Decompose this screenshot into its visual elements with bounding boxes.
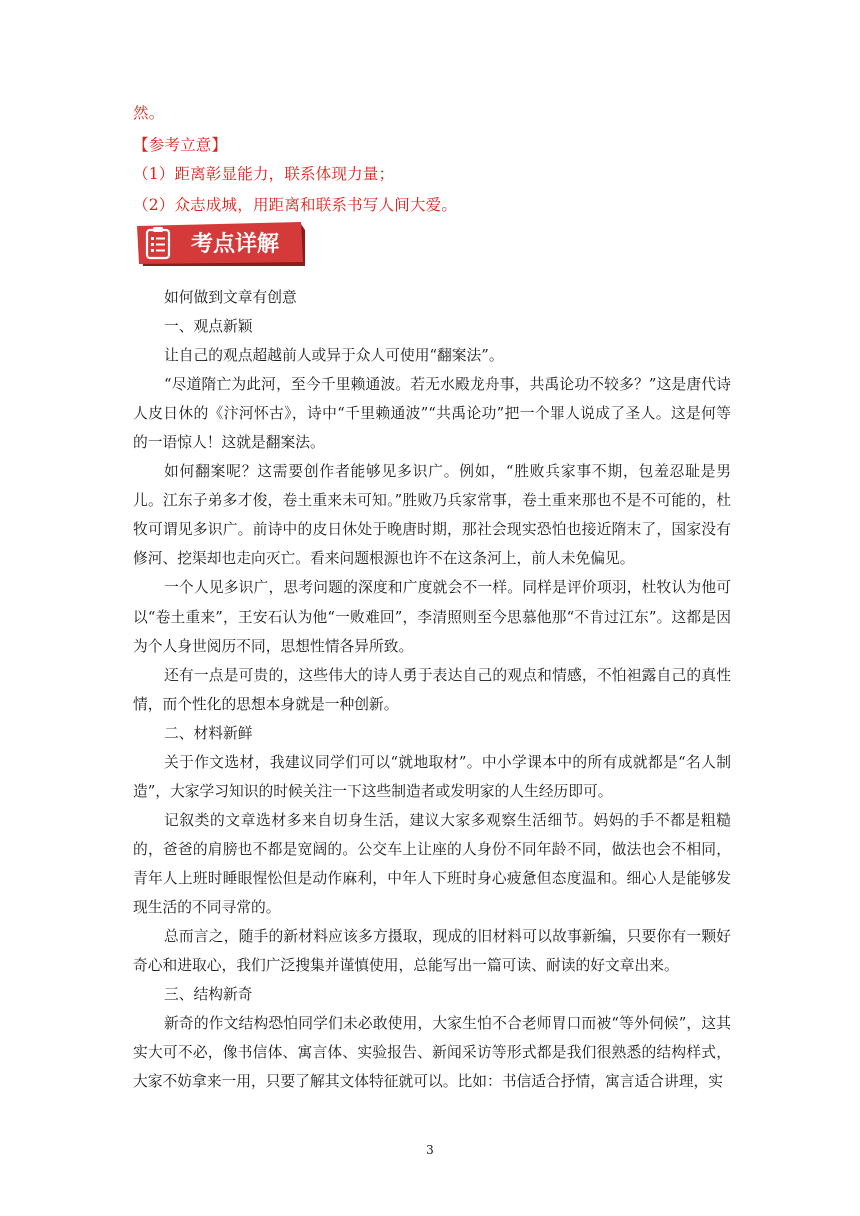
section-heading-2: 二、材料新鲜 — [164, 724, 253, 742]
reference-heading: 【参考立意】 — [133, 136, 228, 154]
paragraph: “尽道隋亡为此河，至今千里赖通波。若无水殿龙舟事，共禹论功不较多？”这是唐代诗人皮日休的《汴河怀古》，诗中“千里赖通波”“共禹论功”把一个罪人说成了圣人。这是何等的一语惊人！这就是翻案法。 — [133, 376, 731, 452]
reference-point-1: （1）距离彰显能力，联系体现力量； — [133, 165, 395, 183]
section-banner — [135, 222, 307, 268]
paragraph: 记叙类的文章选材多来自切身生活，建议大家多观察生活细节。妈妈的手不都是粗糙的，爸爸的肩膀也不都是宽阔的。公交车上让座的人身份不同年龄不同，做法也会不相同，青年人上班时睡眼惺忪但是动作麻利，中年人下班时身心疲惫但态度温和。细心人是能够发现生活的不同寻常的。 — [133, 811, 731, 916]
article-body — [133, 283, 731, 1096]
paragraph: 让自己的观点超越前人或异于众人可使用“翻案法”。 — [164, 347, 504, 365]
paragraph: 关于作文选材，我建议同学们可以“就地取材”。中小学课本中的所有成就都是“名人制造”，大家学习知识的时候关注一下这些制造者或发明家的人生经历即可。 — [133, 753, 731, 800]
section-heading-1: 一、观点新颖 — [164, 318, 253, 336]
paragraph: 新奇的作文结构恐怕同学们未必敢使用，大家生怕不合老师胃口而被“等外伺候”，这其实大可不必，像书信体、寓言体、实验报告、新闻采访等形式都是我们很熟悉的结构样式，大家不妨拿来一用，只要了解其文体特征就可以。比如：书信适合抒情，寓言适合讲理，实 — [133, 1015, 731, 1091]
paragraph: 还有一点是可贵的，这些伟大的诗人勇于表达自己的观点和情感，不怕袒露自己的真性情，而个性化的思想本身就是一种创新。 — [133, 666, 731, 713]
page-number: 3 — [426, 1143, 434, 1157]
paragraph: 总而言之，随手的新材料应该多方摄取，现成的旧材料可以故事新编，只要你有一颗好奇心和进取心，我们广泛搜集并谨慎使用，总能写出一篇可读、耐读的好文章出来。 — [133, 928, 731, 975]
paragraph: 如何翻案呢？这需要创作者能够见多识广。例如，“胜败兵家事不期，包羞忍耻是男儿。江东子弟多才俊，卷土重来未可知。”胜败乃兵家常事，卷土重来那也不是不可能的，杜牧可谓见多识广。前诗中的皮日休处于晚唐时期，那社会现实恐怕也接近隋末了，国家没有修河、挖渠却也走向灭亡。看来问题根源也许不在这条河上，前人未免偏见。 — [133, 463, 731, 568]
continuation-text: 然。 — [133, 104, 165, 122]
banner-title: 考点详解 — [190, 232, 280, 257]
section-heading-3: 三、结构新奇 — [164, 986, 253, 1004]
paragraph: 一个人见多识广，思考问题的深度和广度就会不一样。同样是评价项羽，杜牧认为他可以“卷土重来”，王安石认为他“一败难回”，李清照则至今思慕他那“不肯过江东”。这都是因为个人身世阅历不同，思想性情各异所致。 — [133, 579, 731, 655]
reference-point-2: （2）众志成城，用距离和联系书写人间大爱。 — [133, 196, 458, 214]
article-title: 如何做到文章有创意 — [164, 289, 297, 306]
